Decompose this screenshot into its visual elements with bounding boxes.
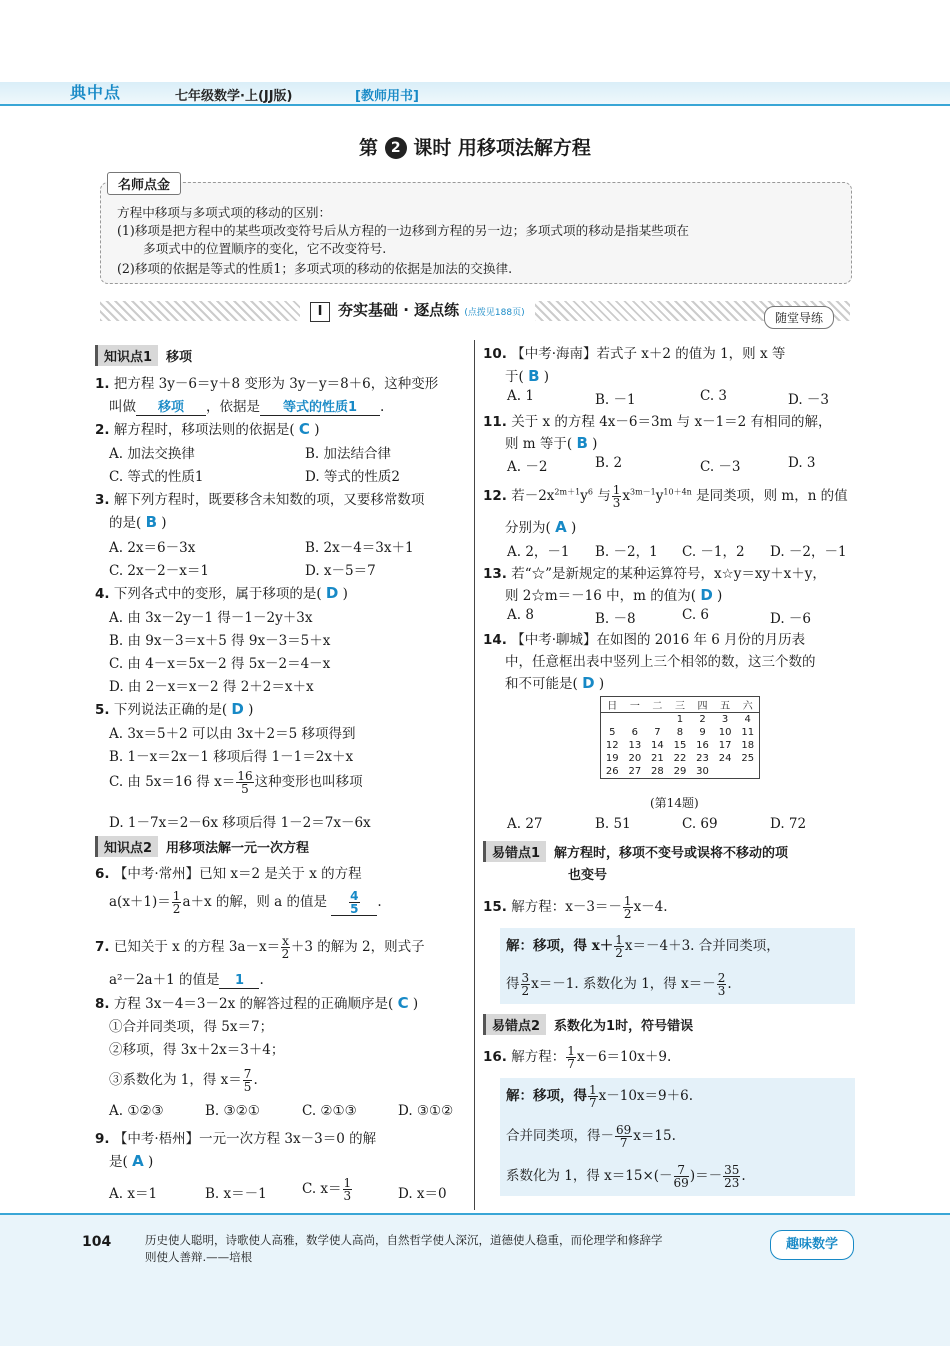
- option-b: B. －8: [595, 611, 636, 627]
- option-c: C. 由 4－x＝5x－2 得 5x－2＝4－x: [109, 656, 331, 672]
- calendar-day: [736, 765, 759, 779]
- calendar-day: [646, 713, 669, 727]
- option-d: D. －3: [788, 392, 830, 408]
- question-3: 3. 解下列方程时，既要移含未知数的项，又要移常数项: [95, 492, 425, 508]
- calendar-day: 5: [609, 727, 616, 738]
- calendar-day: 1: [676, 714, 684, 725]
- step: ①合并同类项，得 5x＝7；: [109, 1019, 274, 1035]
- question-12: 12. 若$-2x^{2m+1}y^6$ 与 $\frac{1}{3}$ $x^{3m-1}y^{10+4n}$ 是同类项，则 m，n 的值: [483, 483, 848, 510]
- question-9: 9. 【中考·梧州】一元一次方程 3x－3＝0 的解: [95, 1131, 377, 1147]
- option-c: C. x＝ $\frac{1}{3}$: [302, 1176, 352, 1203]
- calendar-day: 14: [651, 740, 664, 751]
- calendar-day: [714, 765, 737, 779]
- footer-quote: 历史使人聪明，诗歌使人高雅，数学使人高尚，自然哲学使人深沉，道德使人稳重，而伦理学和修辞学 则使人善辩.——培根: [145, 1233, 663, 1264]
- lesson-title: 第 2 课时 用移项法解方程: [359, 137, 591, 159]
- option-a: A. ①②③: [109, 1103, 164, 1119]
- calendar-day: 30: [696, 766, 709, 777]
- tip-line: 方程中移项与多项式项的移动的区别：: [117, 205, 332, 220]
- calendar-table: [600, 696, 760, 779]
- error-point-2: 易错点2 系数化为1时，符号错误: [483, 1014, 693, 1035]
- calendar-weekday: 五: [714, 697, 737, 713]
- question-6: 6. 【中考·常州】已知 x＝2 是关于 x 的方程: [95, 866, 362, 882]
- option-a: A. －2: [507, 459, 548, 475]
- question-15: 15. 解方程：x－3＝－ $\frac{1}{2}$ x－4.: [483, 894, 668, 921]
- page-header: [0, 70, 950, 120]
- question-11: 11. 关于 x 的方程 4x－6＝3m 与 x－1＝2 有相同的解，: [483, 414, 832, 430]
- guide-badge: 随堂导练: [764, 306, 834, 329]
- option-c: C. －3: [700, 459, 741, 475]
- option-c: C. 6: [682, 607, 710, 623]
- option-c: C. 3: [700, 388, 728, 404]
- step: ②移项，得 3x＋2x＝3＋4；: [109, 1042, 285, 1058]
- fun-math-badge: 趣味数学: [770, 1230, 854, 1260]
- calendar-day: [601, 713, 624, 727]
- option-a: A. x＝1: [109, 1186, 158, 1202]
- solution-16: 解：移项，得 $\frac{1}{7}$ x－10x＝9＋6. 合并同类项，得－ $\frac{69}{7}$ x＝15. 系数化为 1，得 x＝15×(－ $\frac{7}{69}$ )＝－ $\frac{35}{23}$ .: [500, 1078, 855, 1196]
- option-a: A. 2x＝6－3x: [109, 540, 196, 556]
- option-d: D. 72: [770, 816, 807, 832]
- knowledge-point-1: 知识点1 移项: [95, 345, 192, 366]
- option-d: D. 3: [788, 455, 816, 471]
- calendar-day: 22: [673, 753, 687, 764]
- option-b: B. ③②①: [205, 1103, 260, 1119]
- calendar-day: 20: [628, 753, 642, 764]
- calendar-day: 29: [673, 766, 687, 777]
- calendar-day: [624, 713, 647, 727]
- question-10: 10. 【中考·海南】若式子 x＋2 的值为 1，则 x 等: [483, 346, 786, 362]
- question-2: 2. 解方程时，移项法则的依据是( C ): [95, 420, 320, 438]
- question-7: 7. 已知关于 x 的方程 3a－x＝ $\frac{x}{2}$ ＋3 的解为 2，则式子: [95, 934, 425, 961]
- question-14: 14. 【中考·聊城】在如图的 2016 年 6 月份的月历表: [483, 632, 806, 648]
- calendar-day: 25: [741, 753, 755, 764]
- option-d: D. x－5＝7: [305, 563, 376, 579]
- calendar-day: 24: [718, 753, 732, 764]
- calendar-day: 26: [605, 766, 619, 777]
- option-a: A. 加法交换律: [109, 446, 195, 462]
- section-title: I 夯实基础 · 逐点练 (点拨见188页): [300, 298, 535, 322]
- calendar-day: 28: [651, 766, 664, 777]
- option-a: A. 由 3x－2y－1 得－1－2y＋3x: [109, 610, 313, 626]
- option-a: A. 1: [507, 388, 534, 404]
- option-c: C. 2x－2－x＝1: [109, 563, 209, 579]
- question-13: 13. 若“☆”是新规定的某种运算符号，x☆y＝xy＋x＋y，: [483, 566, 826, 582]
- calendar-weekday: 三: [669, 697, 692, 713]
- calendar-day: 15: [673, 740, 687, 751]
- calendar-day: 17: [718, 740, 732, 751]
- calendar-day: 27: [628, 766, 642, 777]
- calendar-day: 21: [651, 753, 664, 764]
- option-d: D. 由 2－x＝x－2 得 2＋2＝x＋x: [109, 679, 314, 695]
- teacher-tip-box: [100, 182, 852, 284]
- option-b: B. 由 9x－3＝x＋5 得 9x－3＝5＋x: [109, 633, 331, 649]
- option-c: C. 由 5x＝16 得 x＝ $\frac{16}{5}$ 这种变形也叫移项: [109, 769, 363, 796]
- calendar-day: 3: [721, 714, 729, 725]
- calendar-day: 13: [628, 740, 642, 751]
- calendar-day: 4: [744, 714, 751, 725]
- option-b: B. x＝－1: [205, 1186, 267, 1202]
- question-4: 4. 下列各式中的变形，属于移项的是( D ): [95, 584, 348, 602]
- calendar-day: 7: [654, 727, 661, 738]
- option-b: B. 1－x＝2x－1 移项后得 1－1＝2x＋x: [109, 749, 354, 765]
- option-d: D. 等式的性质2: [305, 469, 401, 485]
- calendar-weekday: 日: [601, 697, 624, 713]
- step: ③系数化为 1，得 x＝ $\frac{7}{5}$ .: [109, 1067, 258, 1094]
- option-d: D. 1－7x＝2－6x 移项后得 1－2＝7x－6x: [109, 815, 371, 831]
- calendar-day: 11: [741, 727, 755, 738]
- calendar-day: 18: [741, 740, 755, 751]
- option-b: B. 加法结合律: [305, 446, 392, 462]
- tip-line: 多项式中的位置顺序的变化，它不改变符号.: [143, 241, 387, 256]
- tip-line: (2)移项的依据是等式的性质1；多项式项的移动的依据是加法的交换律.: [117, 261, 513, 276]
- teacher-edition-label: [教师用书]: [355, 89, 419, 104]
- option-c: C. 69: [682, 816, 718, 832]
- error-point-1-cont: 也变号: [568, 868, 608, 883]
- calendar-weekday: 四: [691, 697, 714, 713]
- option-b: B. 2x－4＝3x＋1: [305, 540, 414, 556]
- question-16: 16. 解方程： $\frac{1}{7}$ x－6＝10x＋9.: [483, 1044, 672, 1071]
- calendar-day: 9: [699, 727, 706, 738]
- calendar-day: 2: [699, 714, 706, 725]
- calendar-weekday: 六: [736, 697, 759, 713]
- question-1-blank: 叫做 移项 ，依据是 等式的性质1 .: [109, 395, 384, 416]
- knowledge-point-2: 知识点2 用移项法解一元一次方程: [95, 836, 309, 857]
- option-a: A. 8: [507, 607, 534, 623]
- option-c: C. －1，2: [682, 544, 745, 560]
- option-d: D. －2，－1: [770, 544, 847, 560]
- question-1: 1. 把方程 3y－6＝y＋8 变形为 3y－y＝8＋6，这种变形: [95, 376, 439, 392]
- error-point-1: 易错点1 解方程时，移项不变号或误将不移动的项: [483, 841, 788, 862]
- option-a: A. 2，－1: [507, 544, 570, 560]
- calendar-day: 6: [631, 727, 639, 738]
- teacher-tip-label: 名师点金: [107, 172, 181, 195]
- calendar-day: 23: [696, 753, 709, 764]
- calendar-weekday: 二: [646, 697, 669, 713]
- option-b: B. －1: [595, 392, 636, 408]
- option-d: D. ③①②: [398, 1103, 454, 1119]
- calendar-day: 19: [605, 753, 619, 764]
- calendar-day: 12: [605, 740, 619, 751]
- solution-15: 解：移项，得 x＋ $\frac{1}{2}$ x＝－4＋3. 合并同类项， 得 $\frac{3}{2}$ x＝－1. 系数化为 1，得 x＝－ $\frac{2}{3}$ .: [500, 928, 855, 1004]
- option-a: A. 3x＝5＋2 可以由 3x＋2＝5 移项得到: [109, 726, 356, 742]
- calendar-day: 10: [718, 727, 732, 738]
- lesson-number: 2: [385, 137, 407, 159]
- header-band: [0, 82, 950, 106]
- page-number: 104: [82, 1234, 112, 1250]
- column-divider: [474, 340, 475, 1210]
- question-8: 8. 方程 3x－4＝3－2x 的解答过程的正确顺序是( C ): [95, 994, 419, 1012]
- book-title: 七年级数学·上(JJ版): [175, 89, 293, 104]
- figure-caption: (第14题): [650, 796, 699, 810]
- calendar-weekday: 一: [624, 697, 647, 713]
- calendar-day: 16: [696, 740, 709, 751]
- option-b: B. 2: [595, 455, 623, 471]
- option-b: B. 51: [595, 816, 631, 832]
- option-c: C. ②①③: [302, 1103, 357, 1119]
- option-c: C. 等式的性质1: [109, 469, 204, 485]
- brand-logo: 典中点: [70, 83, 122, 102]
- option-b: B. －2，1: [595, 544, 658, 560]
- option-a: A. 27: [507, 816, 543, 832]
- calendar-day: 8: [676, 727, 684, 738]
- option-d: D. x＝0: [398, 1186, 447, 1202]
- option-d: D. －6: [770, 611, 812, 627]
- tip-line: (1)移项是把方程中的某些项改变符号后从方程的一边移到方程的另一边；多项式项的移动是指某些项在: [117, 223, 689, 238]
- question-5: 5. 下列说法正确的是( D ): [95, 700, 254, 718]
